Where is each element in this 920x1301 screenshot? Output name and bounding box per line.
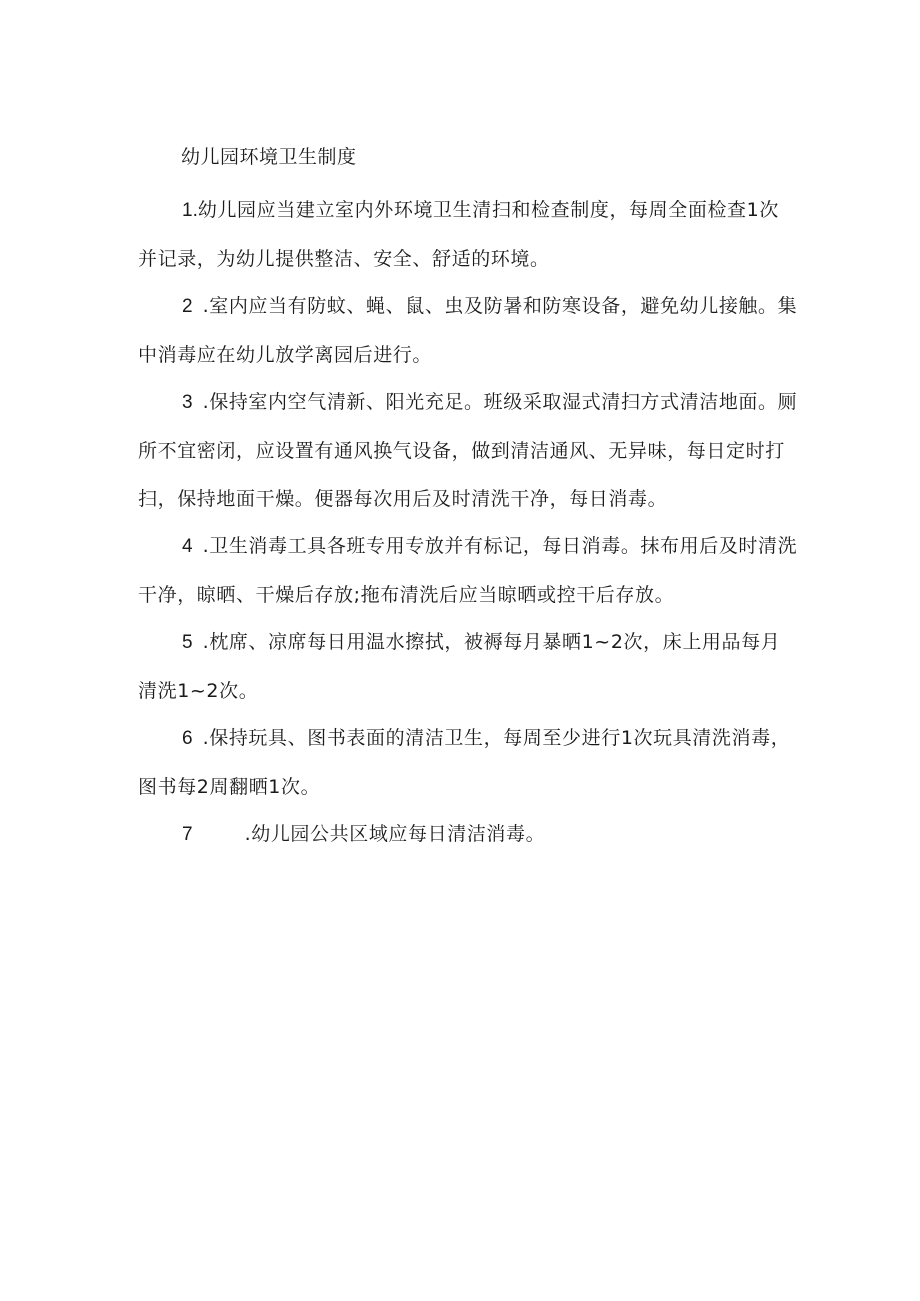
item-text: .卫生消毒工具各班专用专放并有标记，每日消毒。抹布用后及时清洗干净，晾晒、干燥后存放;拖布清洗后应当晾晒或控干后存放。 (138, 535, 798, 606)
item-number: 7 (182, 824, 193, 845)
list-item (138, 810, 798, 859)
item-number: 1. (182, 200, 198, 221)
list-item (138, 522, 798, 619)
item-number: 2 (182, 296, 193, 317)
list-item (138, 618, 798, 715)
item-text: .保持玩具、图书表面的清洁卫生，每周至少进行1次玩具清洗消毒，图书每2周翻晒1次。 (138, 727, 791, 798)
list-item (138, 714, 798, 811)
item-text: .幼儿园公共区域应每日清洁消毒。 (244, 823, 546, 845)
document-title: 幼儿园环境卫生制度 (181, 146, 357, 168)
item-number: 4 (182, 536, 193, 557)
item-text: .室内应当有防蚊、蝇、鼠、虫及防暑和防寒设备，避免幼儿接触。集中消毒应在幼儿放学离园后进行。 (138, 295, 798, 366)
item-text: .枕席、凉席每日用温水擦拭，被褥每月暴晒1~2次，床上用品每月清洗1~2次。 (138, 631, 781, 702)
item-number: 6 (182, 728, 193, 749)
item-number: 5 (182, 632, 193, 653)
item-text: .保持室内空气清新、阳光充足。班级采取湿式清扫方式清洁地面。厕所不宜密闭，应设置有通风换气设备，做到清洁通风、无异味，每日定时打扫，保持地面干燥。便器每次用后及时清洗干净，每日消毒。 (138, 391, 798, 510)
list-item (138, 378, 798, 523)
list-item (138, 186, 798, 283)
item-text: 幼儿园应当建立室内外环境卫生清扫和检查制度，每周全面检查1次并记录，为幼儿提供整洁、安全、舒适的环境。 (138, 199, 779, 270)
list-item (138, 282, 798, 379)
item-number: 3 (182, 392, 193, 413)
